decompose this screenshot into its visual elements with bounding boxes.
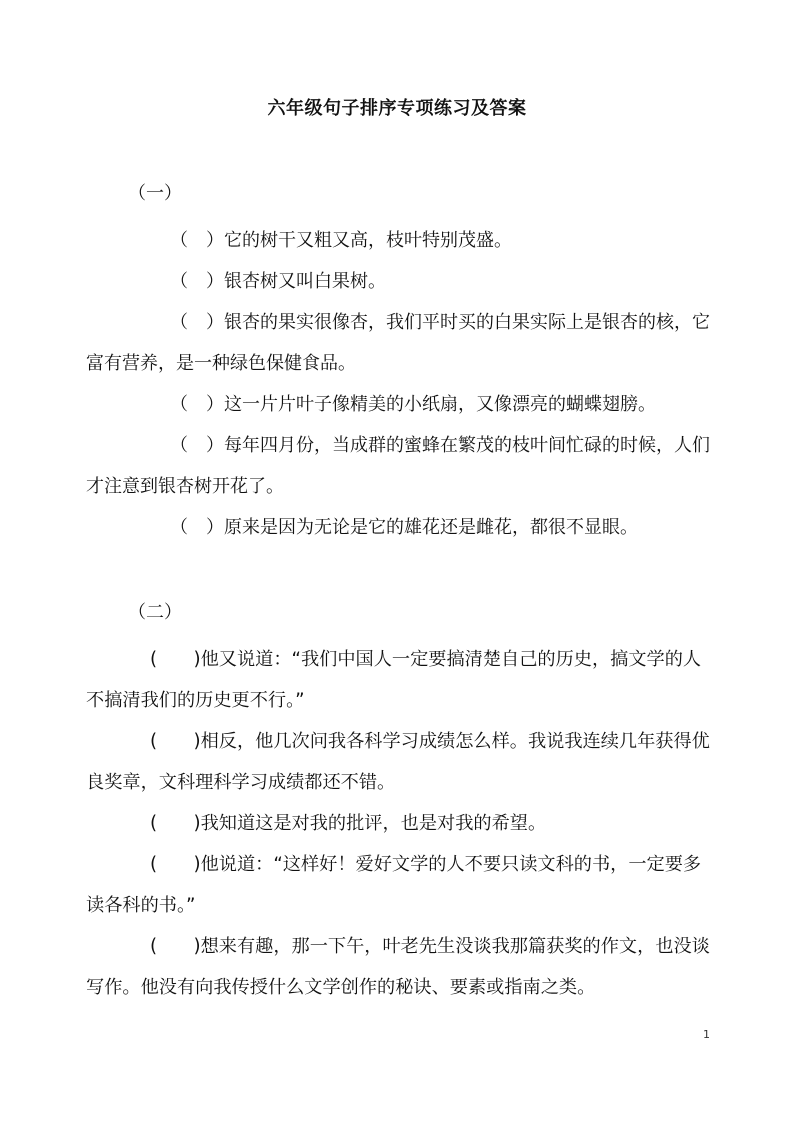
sentence-text: 银杏树又叫白果树。 [224, 271, 386, 292]
sentence-text: 我知道这是对我的批评，也是对我的希望。 [200, 813, 547, 834]
sentence-item [86, 639, 716, 721]
sentence-item [86, 384, 716, 425]
sentence-text: 相反，他几次问我各科学习成绩怎么样。我说我连续几年获得优良奖章，文科理科学习成绩都还不错。 [86, 731, 710, 793]
exercise-section-1 [86, 176, 716, 548]
section-heading: （二） [128, 602, 182, 623]
sentence-item [86, 926, 716, 1008]
answer-blank: （ ） [170, 394, 224, 415]
answer-blank: （ ） [170, 271, 224, 292]
section-2-items [86, 639, 716, 1008]
sentence-item [86, 302, 716, 384]
page-title: 六年级句子排序专项练习及答案 [267, 98, 527, 119]
answer-blank: （ ） [170, 435, 224, 456]
sentence-item [86, 507, 716, 548]
sentence-item [86, 721, 716, 803]
sentence-item [86, 844, 716, 926]
sentence-text: 它的树干又粗又高，枝叶特别茂盛。 [224, 230, 512, 251]
sentence-text: 每年四月份，当成群的蜜蜂在繁茂的枝叶间忙碌的时候，人们才注意到银杏树开花了。 [86, 435, 710, 497]
answer-blank: ( ) [150, 936, 201, 957]
answer-blank: （ ） [170, 312, 224, 333]
section-heading: （一） [128, 183, 182, 204]
page-number: 1 [703, 1028, 710, 1041]
sentence-text: 这一片片叶子像精美的小纸扇，又像漂亮的蝴蝶翅膀。 [224, 394, 656, 415]
answer-blank: （ ） [170, 517, 224, 538]
answer-blank: ( ) [150, 813, 201, 834]
sentence-text: 他又说道：“我们中国人一定要搞清楚自己的历史，搞文学的人不搞清我们的历史更不行。” [86, 649, 702, 711]
sentence-text: 原来是因为无论是它的雄花还是雌花，都很不显眼。 [224, 517, 638, 538]
answer-blank: ( ) [150, 649, 201, 670]
section-1-items [86, 220, 716, 548]
sentence-item [86, 803, 716, 844]
sentence-text: 银杏的果实很像杏，我们平时买的白果实际上是银杏的核，它富有营养，是一种绿色保健食品。 [86, 312, 710, 374]
answer-blank: ( ) [150, 854, 201, 875]
sentence-text: 想来有趣，那一下午，叶老先生没谈我那篇获奖的作文，也没谈写作。他没有向我传授什么文学创作的秘诀、要素或指南之类。 [86, 936, 710, 998]
sentence-item [86, 425, 716, 507]
exercise-section-2 [86, 595, 716, 1008]
sentence-item [86, 220, 716, 261]
answer-blank: ( ) [150, 731, 201, 752]
answer-blank: （ ） [170, 230, 224, 251]
sentence-item [86, 261, 716, 302]
sentence-text: 他说道：“这样好！爱好文学的人不要只读文科的书，一定要多读各科的书。” [86, 854, 702, 916]
